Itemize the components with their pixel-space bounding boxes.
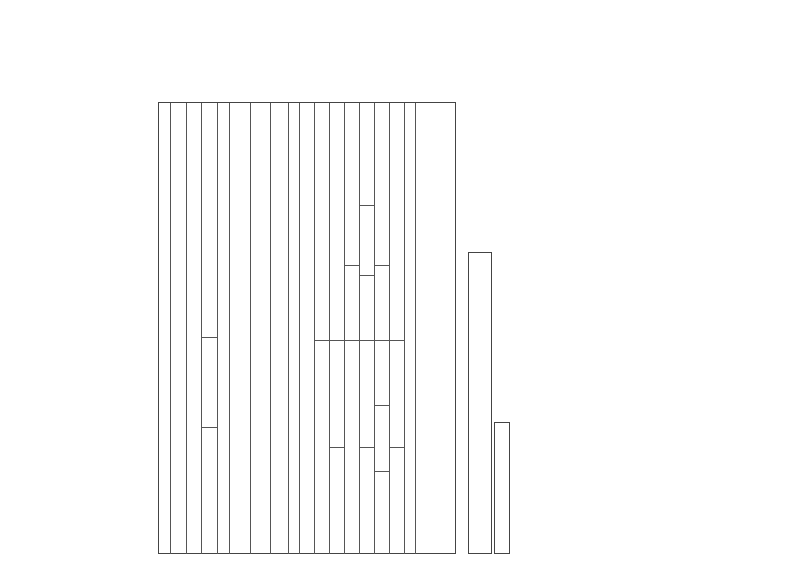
qr-code-2 bbox=[54, 32, 84, 62]
main-frame bbox=[158, 102, 456, 554]
qr-code-6 bbox=[700, 216, 730, 246]
qr-code-7 bbox=[745, 216, 775, 246]
qr-code-1 bbox=[12, 32, 42, 62]
qr-code-4 bbox=[660, 128, 690, 158]
qr-code-3 bbox=[618, 128, 648, 158]
footer-note-box bbox=[468, 252, 492, 554]
qr-code-5 bbox=[700, 128, 730, 158]
id-box bbox=[494, 422, 510, 554]
